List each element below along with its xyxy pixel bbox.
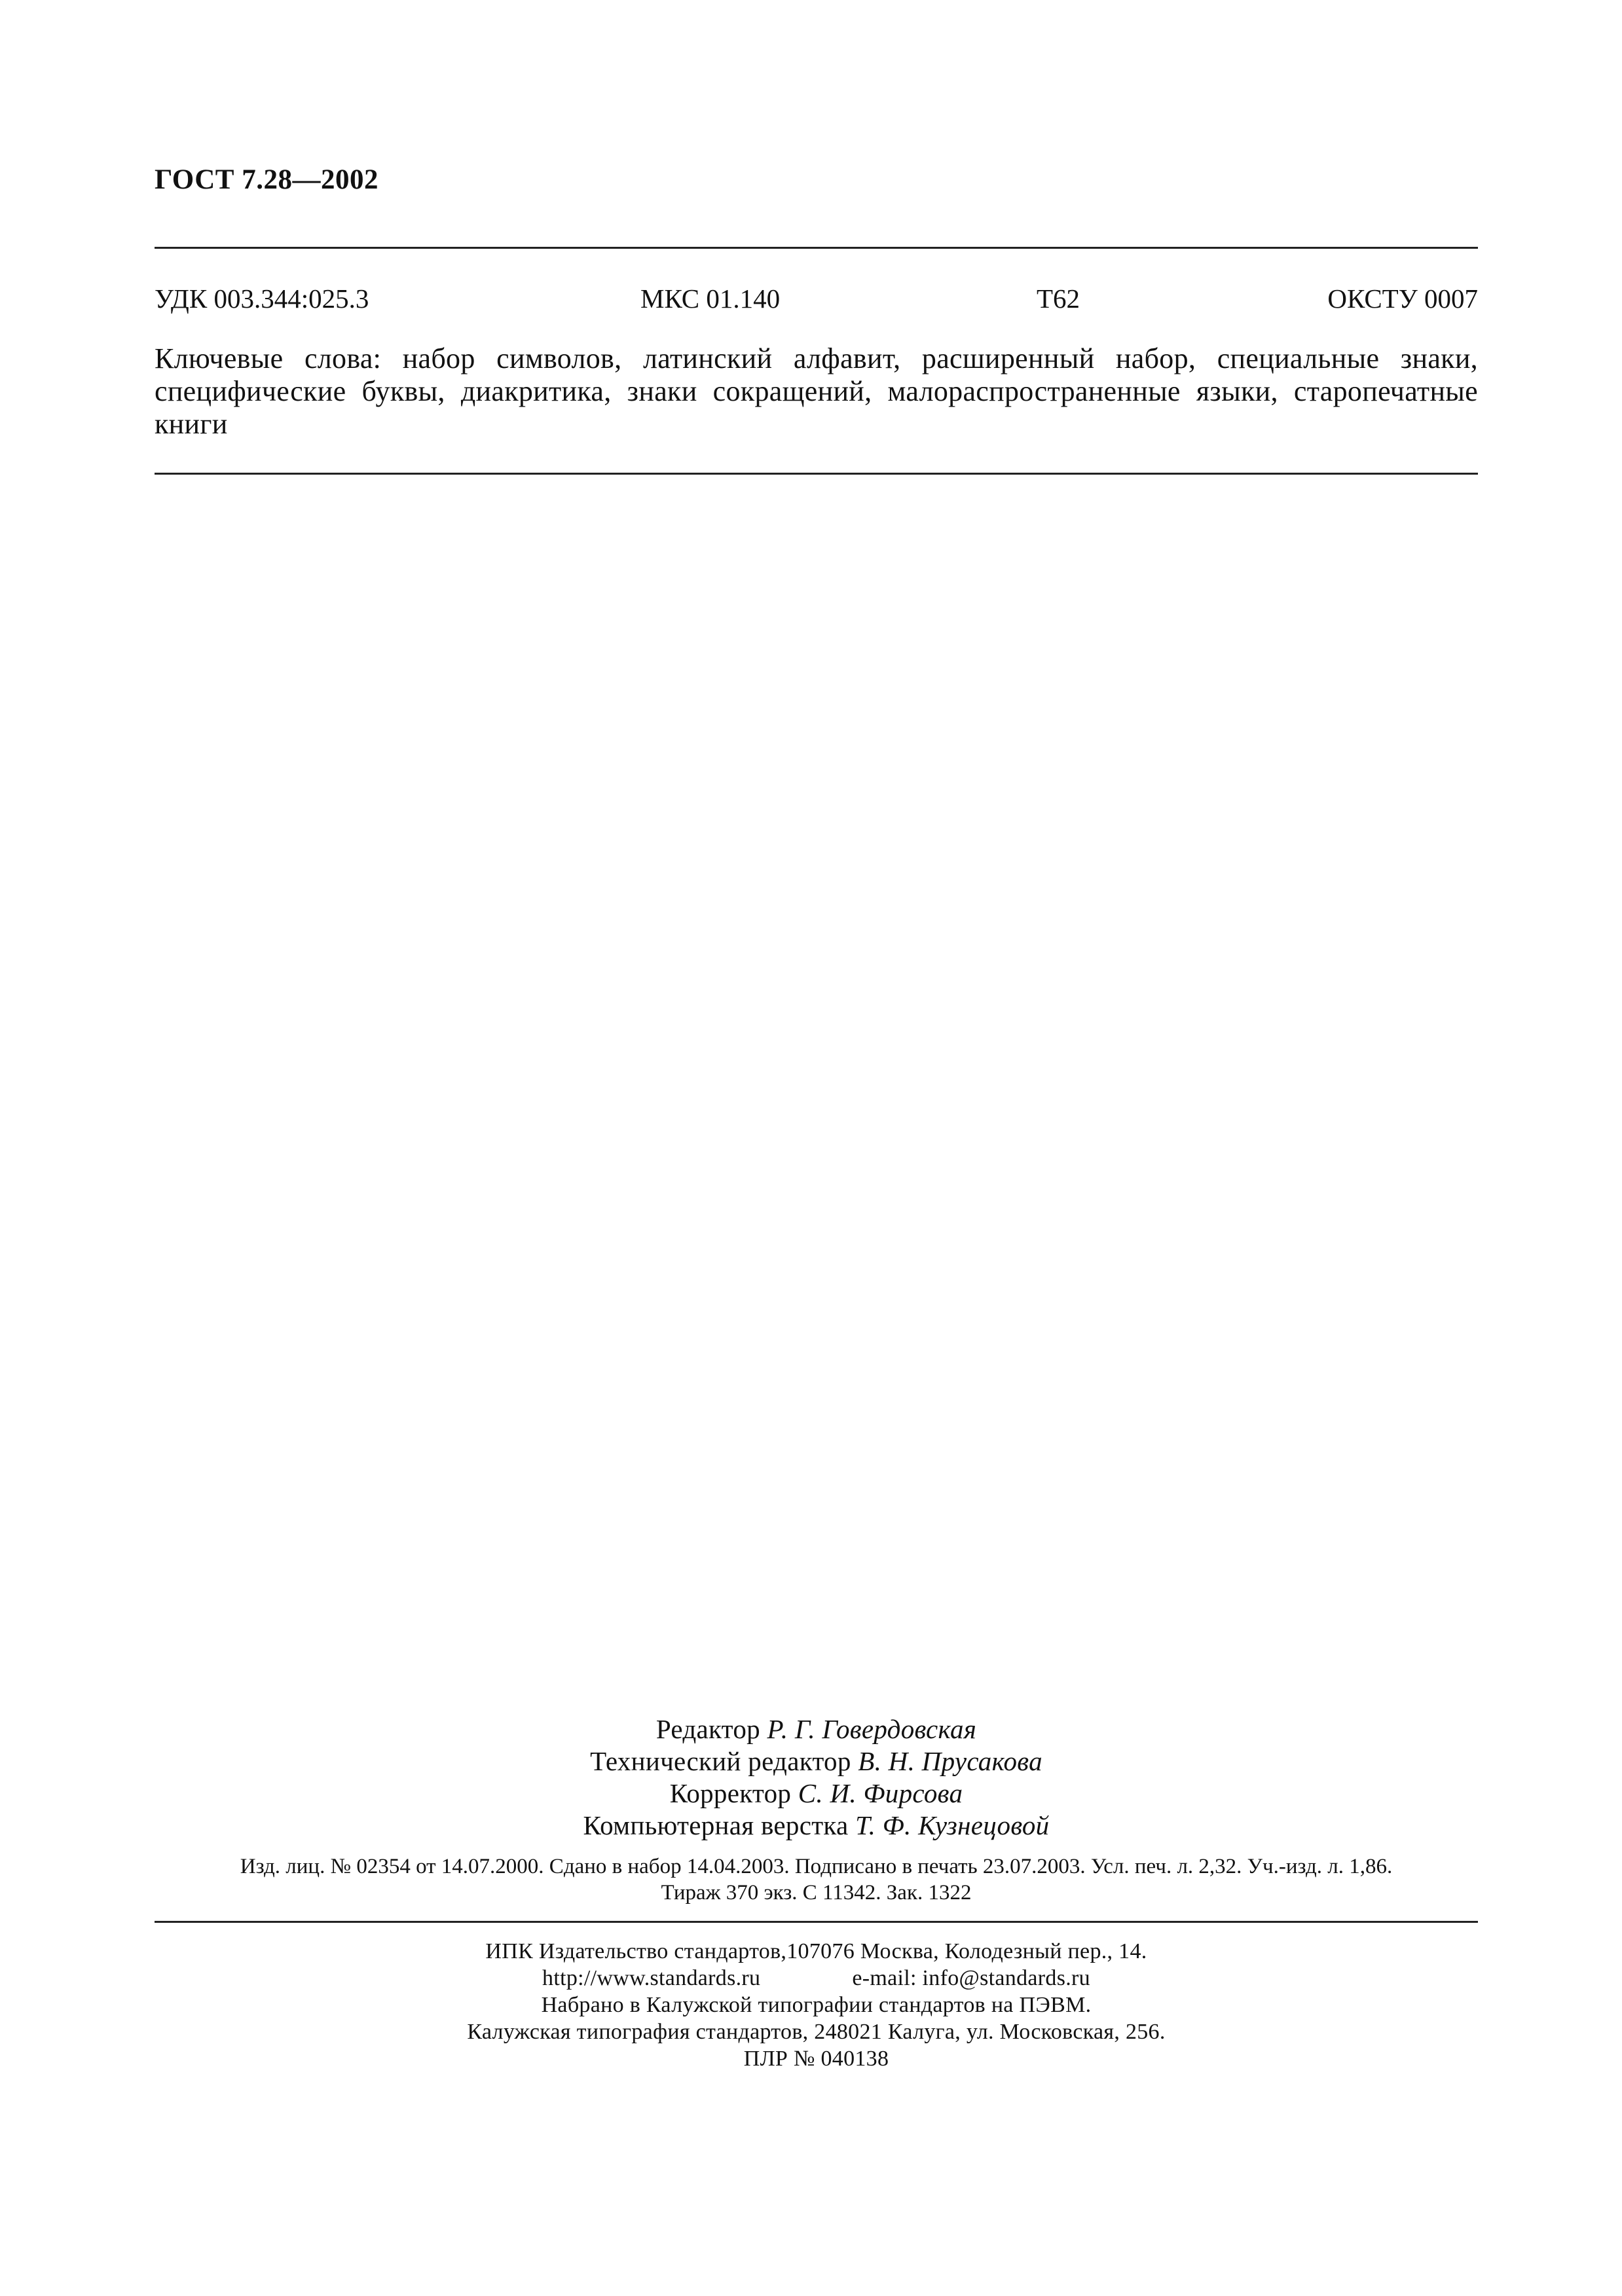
imprint-divider <box>155 1921 1478 1923</box>
credit-layout <box>155 1810 1478 1842</box>
corrector-label: Корректор <box>669 1778 792 1808</box>
t-code: Т62 <box>1037 283 1080 314</box>
editor-name: Р. Г. Говердовская <box>767 1714 977 1744</box>
keywords-divider <box>155 473 1478 475</box>
tech-editor-name: В. Н. Прусакова <box>858 1746 1042 1776</box>
imprint-block <box>155 1853 1478 1906</box>
publisher-block <box>155 1938 1478 2072</box>
tech-editor-label: Технический редактор <box>590 1746 851 1776</box>
classification-row <box>155 283 1478 319</box>
mks-code: МКС 01.140 <box>640 283 781 314</box>
corrector-name: С. И. Фирсова <box>798 1778 963 1808</box>
udk-code: УДК 003.344:025.3 <box>155 283 369 314</box>
top-divider <box>155 247 1478 249</box>
imprint-line-2: Тираж 370 экз. С 11342. Зак. 1322 <box>661 1881 972 1904</box>
publisher-contacts <box>155 1965 1478 1992</box>
okstu-code: ОКСТУ 0007 <box>1327 283 1478 314</box>
standard-number: ГОСТ 7.28—2002 <box>155 164 378 195</box>
keywords-paragraph: Ключевые слова: набор символов, латинский алфавит, расширенный набор, специальные знаки, специфические буквы, диакритика, знаки сокращений, малораспространенные языки, старопечатные книги <box>155 342 1478 440</box>
credit-tech-editor <box>155 1745 1478 1777</box>
credit-corrector <box>155 1777 1478 1810</box>
publisher-line-1: ИПК Издательство стандартов,107076 Москва, Колодезный пер., 14. <box>485 1939 1147 1963</box>
publisher-email: e-mail: info@standards.ru <box>852 1966 1090 1990</box>
layout-name: Т. Ф. Кузнецовой <box>855 1810 1050 1840</box>
publisher-line-3: Набрано в Калужской типографии стандартов на ПЭВМ. <box>541 1993 1092 2017</box>
credit-editor <box>155 1713 1478 1745</box>
publisher-website: http://www.standards.ru <box>542 1966 761 1990</box>
publisher-line-5: ПЛР № 040138 <box>743 2047 889 2071</box>
layout-label: Компьютерная верстка <box>583 1810 849 1840</box>
imprint-line-1: Изд. лиц. № 02354 от 14.07.2000. Сдано в набор 14.04.2003. Подписано в печать 23.07.2003. Усл. печ. л. 2,32. Уч.-изд. л. 1,86. <box>240 1855 1393 1878</box>
publisher-line-4: Калужская типография стандартов, 248021 Калуга, ул. Московская, 256. <box>467 2020 1166 2044</box>
editor-label: Редактор <box>655 1714 760 1744</box>
credits-block <box>155 1713 1478 1842</box>
